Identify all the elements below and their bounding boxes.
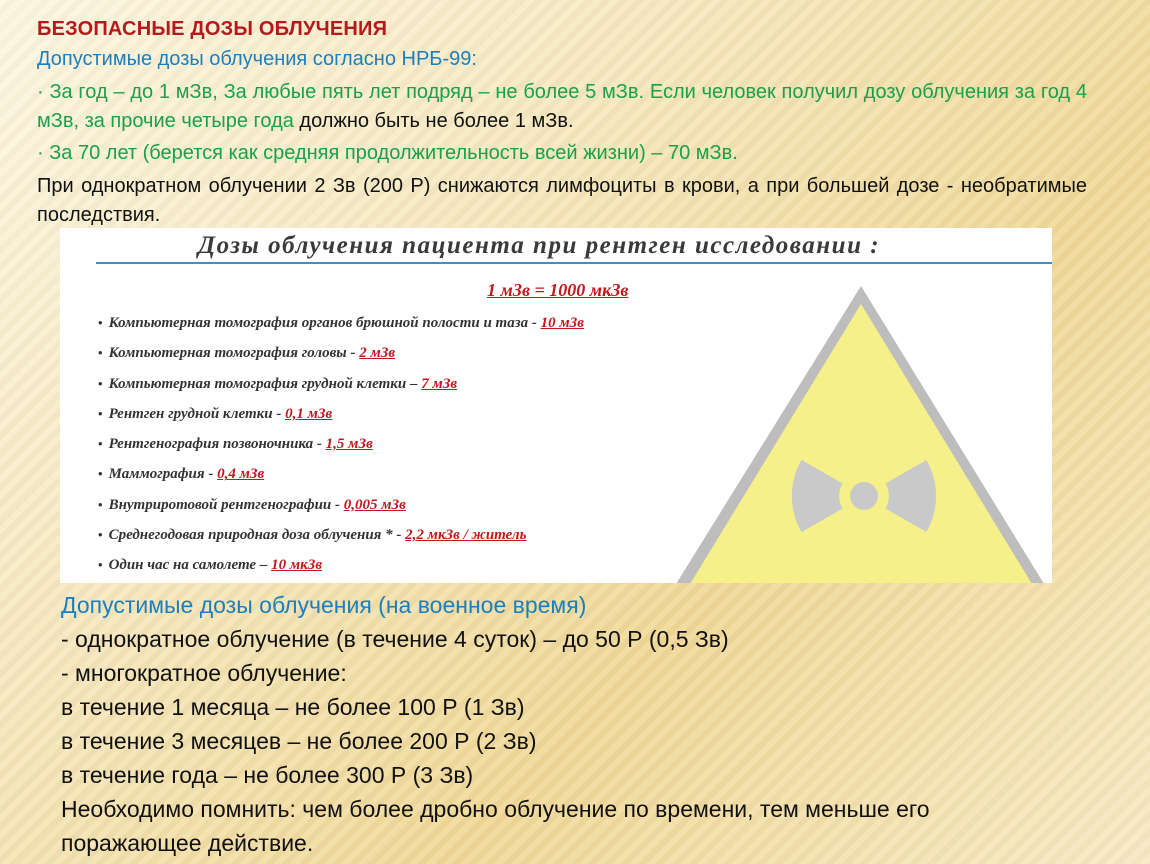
- list-item: [98, 429, 584, 459]
- slide-title: БЕЗОПАСНЫЕ ДОЗЫ ОБЛУЧЕНИЯ: [37, 18, 388, 40]
- wartime-line: в течение 3 месяцев – не более 200 Р (2 Зв): [61, 728, 537, 754]
- norms-subtitle: Допустимые дозы облучения согласно НРБ-99:: [37, 48, 477, 70]
- dose-value: 1,5 мЗв: [325, 436, 373, 453]
- bullet-icon: •: [98, 496, 103, 512]
- bullet-icon: •: [98, 436, 103, 452]
- dose-value: 2 мЗв: [359, 345, 396, 362]
- wartime-line: в течение 1 месяца – не более 100 Р (1 Зв): [61, 694, 525, 720]
- bullet-icon: •: [98, 557, 103, 573]
- wartime-line: поражающее действие.: [61, 830, 314, 856]
- procedure-label: Компьютерная томография головы -: [108, 345, 356, 362]
- xray-dose-panel: [60, 228, 1052, 583]
- procedure-label: Рентген грудной клетки -: [108, 405, 282, 422]
- wartime-heading: Допустимые дозы облучения (на военное время): [61, 592, 587, 618]
- bullet-icon: •: [98, 405, 103, 421]
- xray-dose-list: [98, 308, 584, 581]
- bullet-icon: •: [98, 375, 103, 391]
- wartime-line: - многократное облучение:: [61, 660, 347, 686]
- list-item: [98, 369, 584, 399]
- norm-paragraph-lifetime: · За 70 лет (берется как средняя продолжительность всей жизни) – 70 мЗв.: [37, 142, 738, 164]
- dose-value: 2,2 мкЗв / житель: [405, 527, 527, 544]
- bullet-icon: •: [98, 527, 103, 543]
- procedure-label: Компьютерная томография грудной клетки –: [108, 375, 418, 392]
- norm-annual-tail: должно быть не более 1 мЗв.: [293, 110, 574, 132]
- heading-divider: [96, 262, 1052, 264]
- norm-paragraph-annual: [37, 78, 1087, 136]
- radiation-hazard-icon: [666, 274, 1052, 583]
- wartime-line: в течение года – не более 300 Р (3 Зв): [61, 762, 474, 788]
- procedure-label: Среднегодовая природная доза облучения * -: [108, 527, 402, 544]
- dose-value: 0,4 мЗв: [217, 466, 265, 483]
- procedure-label: Внутриротовой рентгенографии -: [108, 496, 341, 513]
- unit-conversion: 1 мЗв = 1000 мкЗв: [487, 280, 629, 300]
- list-item: [98, 459, 584, 489]
- procedure-label: Один час на самолете –: [108, 557, 268, 574]
- procedure-label: Компьютерная томография органов брюшной полости и таза -: [108, 315, 537, 331]
- dose-value: 10 мЗв: [540, 315, 584, 331]
- single-exposure-note: При однократном облучении 2 Зв (200 Р) снижаются лимфоциты в крови, а при большей дозе - необратимые последствия.: [37, 175, 1087, 226]
- bullet-icon: •: [98, 466, 103, 482]
- dose-value: 10 мкЗв: [271, 557, 323, 574]
- list-item: [98, 338, 584, 368]
- norm-annual-text: · За год – до 1 мЗв, За любые пять лет подряд – не более 5 мЗв. Если человек получил дозу облучения за год 4 мЗв, за прочие четыре года: [37, 81, 1087, 132]
- wartime-line: Необходимо помнить: чем более дробно облучение по времени, тем меньше его: [61, 796, 930, 822]
- procedure-label: Маммография -: [108, 466, 214, 483]
- dose-value: 0,1 мЗв: [285, 405, 333, 422]
- list-item: [98, 308, 584, 338]
- dose-value: 0,005 мЗв: [343, 496, 406, 513]
- list-item: [98, 550, 584, 580]
- bullet-icon: •: [98, 345, 103, 361]
- dose-value: 7 мЗв: [421, 375, 458, 392]
- bullet-icon: •: [98, 315, 103, 330]
- list-item: [98, 399, 584, 429]
- list-item: [98, 520, 584, 550]
- wartime-section: [61, 588, 930, 860]
- wartime-line: - однократное облучение (в течение 4 суток) – до 50 Р (0,5 Зв): [61, 626, 729, 652]
- xray-heading: Дозы облучения пациента при рентген исследовании :: [198, 232, 881, 259]
- procedure-label: Рентгенография позвоночника -: [108, 436, 322, 453]
- list-item: [98, 490, 584, 520]
